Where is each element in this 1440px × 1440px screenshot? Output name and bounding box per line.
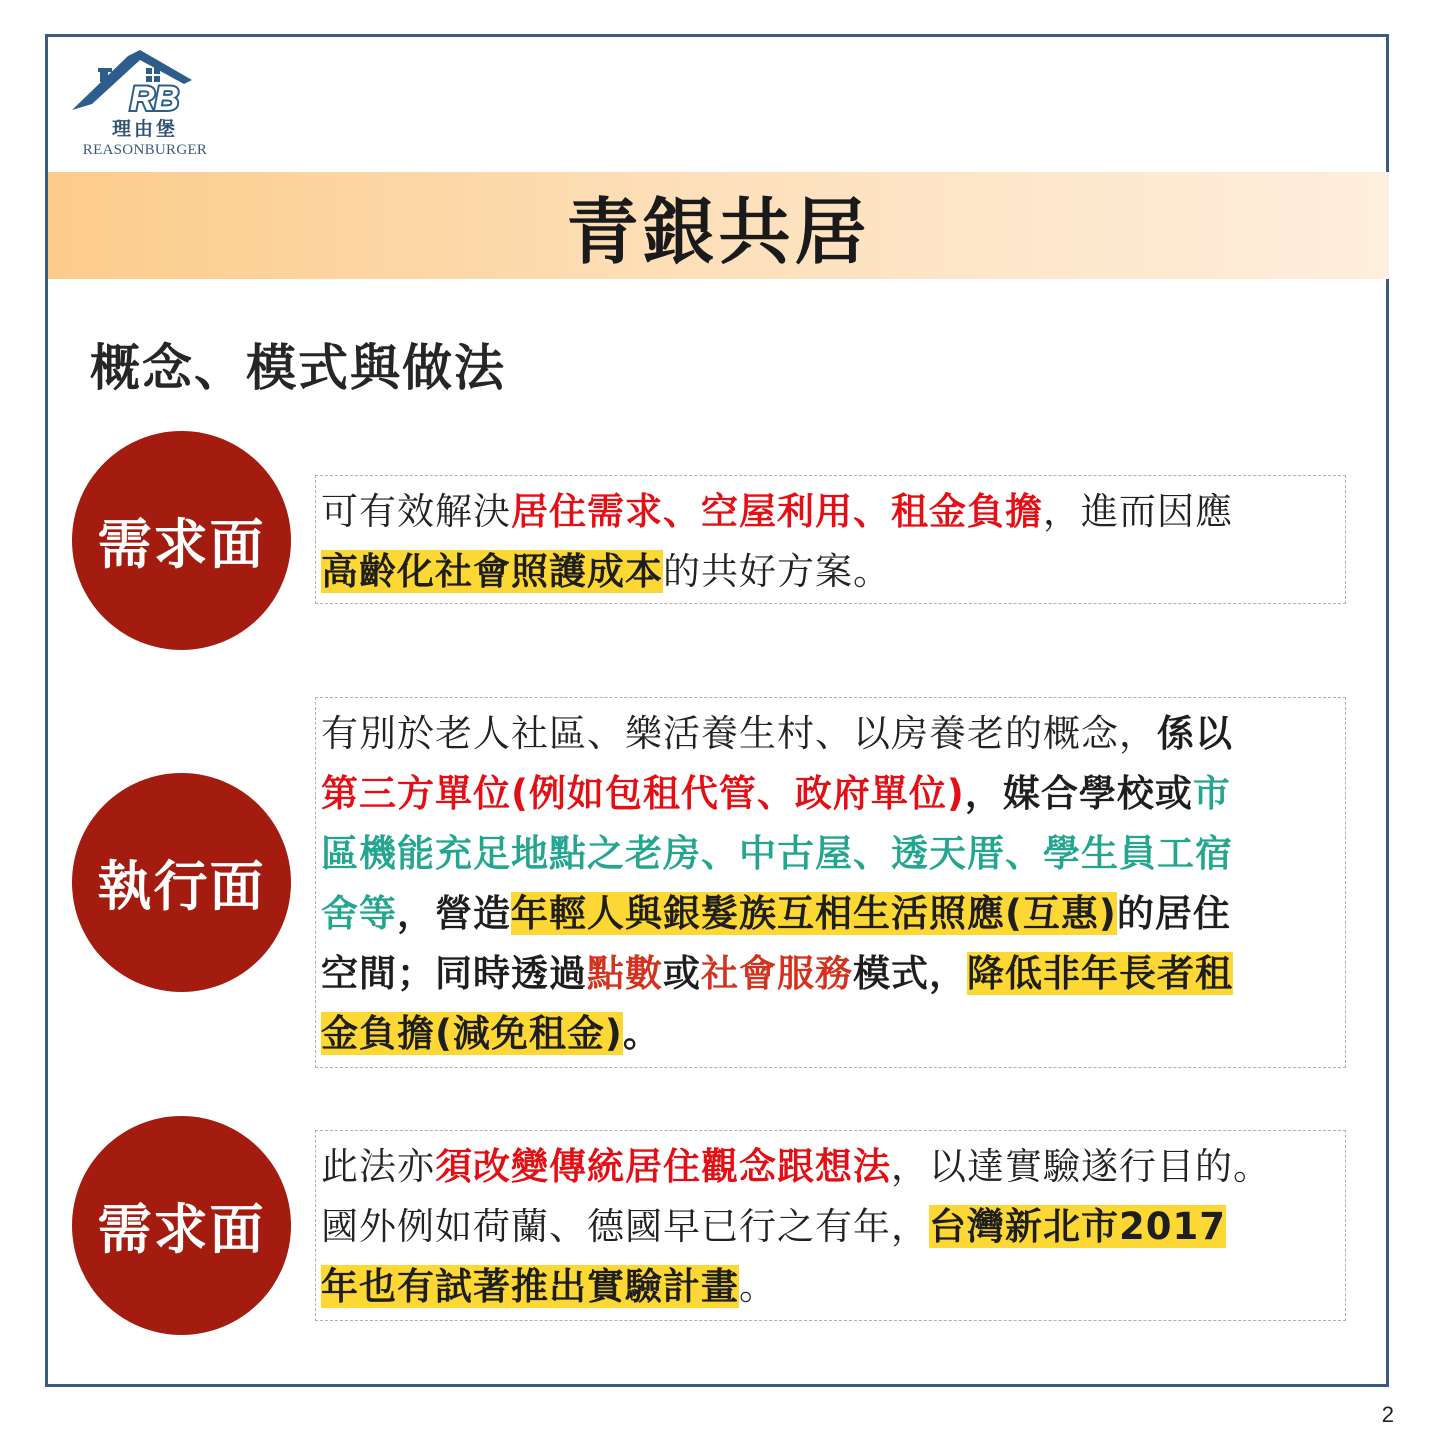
page-number: 2 [1381, 1402, 1394, 1427]
text-box-demand [315, 475, 1346, 604]
highlight-text: 金負擔(減免租金) [321, 1012, 623, 1055]
emphasis-red: 第三方單位(例如包租代管、政府單位) [321, 772, 965, 815]
emphasis-teal: 舍等 [321, 892, 397, 935]
text-line [321, 944, 1341, 1004]
text-line [321, 542, 1341, 602]
emphasis-red: 居住需求、空屋利用、租金負擔 [511, 490, 1043, 533]
text-line [321, 482, 1341, 542]
label-circle-text: 執行面 [97, 855, 266, 918]
text-run: 的共好方案。 [663, 550, 891, 593]
bold-text: 係以 [1157, 712, 1233, 755]
bold-text: 的居住 [1116, 892, 1231, 935]
highlight-text: 台灣新北市2017 [929, 1205, 1226, 1248]
text-line [321, 1257, 1341, 1317]
bold-text: ，營造 [397, 892, 511, 935]
text-line [321, 1197, 1341, 1257]
bold-text: 空間；同時透過 [321, 952, 587, 995]
text-run: 可有效解決 [321, 490, 511, 533]
text-run: ，以達實驗遂行目的。 [891, 1145, 1271, 1188]
emphasis-teal: 市 [1192, 772, 1231, 815]
text-run: 此法亦 [321, 1145, 435, 1188]
text-line [321, 884, 1341, 944]
label-circle-text: 需求面 [97, 513, 266, 576]
text-run: 國外例如荷蘭、德國早已行之有年， [321, 1205, 929, 1248]
text-line [321, 824, 1341, 884]
bold-text: 或 [663, 952, 701, 995]
text-run: 。 [739, 1265, 777, 1308]
highlight-text: 高齡化社會照護成本 [321, 550, 663, 593]
text-line [321, 1137, 1341, 1197]
text-run: 有別於老人社區、樂活養生村、以房養老的概念， [321, 712, 1157, 755]
bold-text: 模式， [853, 952, 967, 995]
bold-text: 。 [622, 1012, 661, 1055]
label-circle-demand-2 [72, 1116, 291, 1335]
logo-monogram: RB [130, 80, 180, 118]
page-title: 青銀共居 [566, 189, 871, 274]
bold-text: ，媒合學校或 [964, 772, 1193, 815]
emphasis-teal: 區機能充足地點之老房、中古屋、透天厝、學生員工宿 [321, 832, 1233, 875]
text-run: ，進而因應 [1043, 490, 1233, 533]
emphasis-red: 點數 [587, 952, 663, 995]
highlight-text: 降低非年長者租 [967, 952, 1233, 995]
text-box-execution [315, 697, 1346, 1068]
section-heading: 概念、模式與做法 [90, 339, 506, 397]
house-logo-icon [70, 48, 220, 118]
text-line [321, 704, 1341, 764]
label-circle-demand [72, 431, 291, 650]
emphasis-red: 社會服務 [701, 952, 853, 995]
title-banner [48, 172, 1389, 279]
text-line [321, 764, 1341, 824]
text-line [321, 1004, 1341, 1064]
emphasis-red: 須改變傳統居住觀念跟想法 [435, 1145, 891, 1188]
label-circle-execution [72, 773, 291, 992]
highlight-text: 年輕人與銀髮族互相生活照應(互惠) [511, 892, 1117, 935]
highlight-text: 年也有試著推出實驗計畫 [321, 1265, 739, 1308]
logo-name-en: REASONBURGER [82, 142, 208, 158]
logo-name-cn: 理由堡 [111, 118, 178, 140]
label-circle-text: 需求面 [97, 1198, 266, 1261]
logo [70, 48, 220, 163]
text-box-demand-2 [315, 1130, 1346, 1321]
